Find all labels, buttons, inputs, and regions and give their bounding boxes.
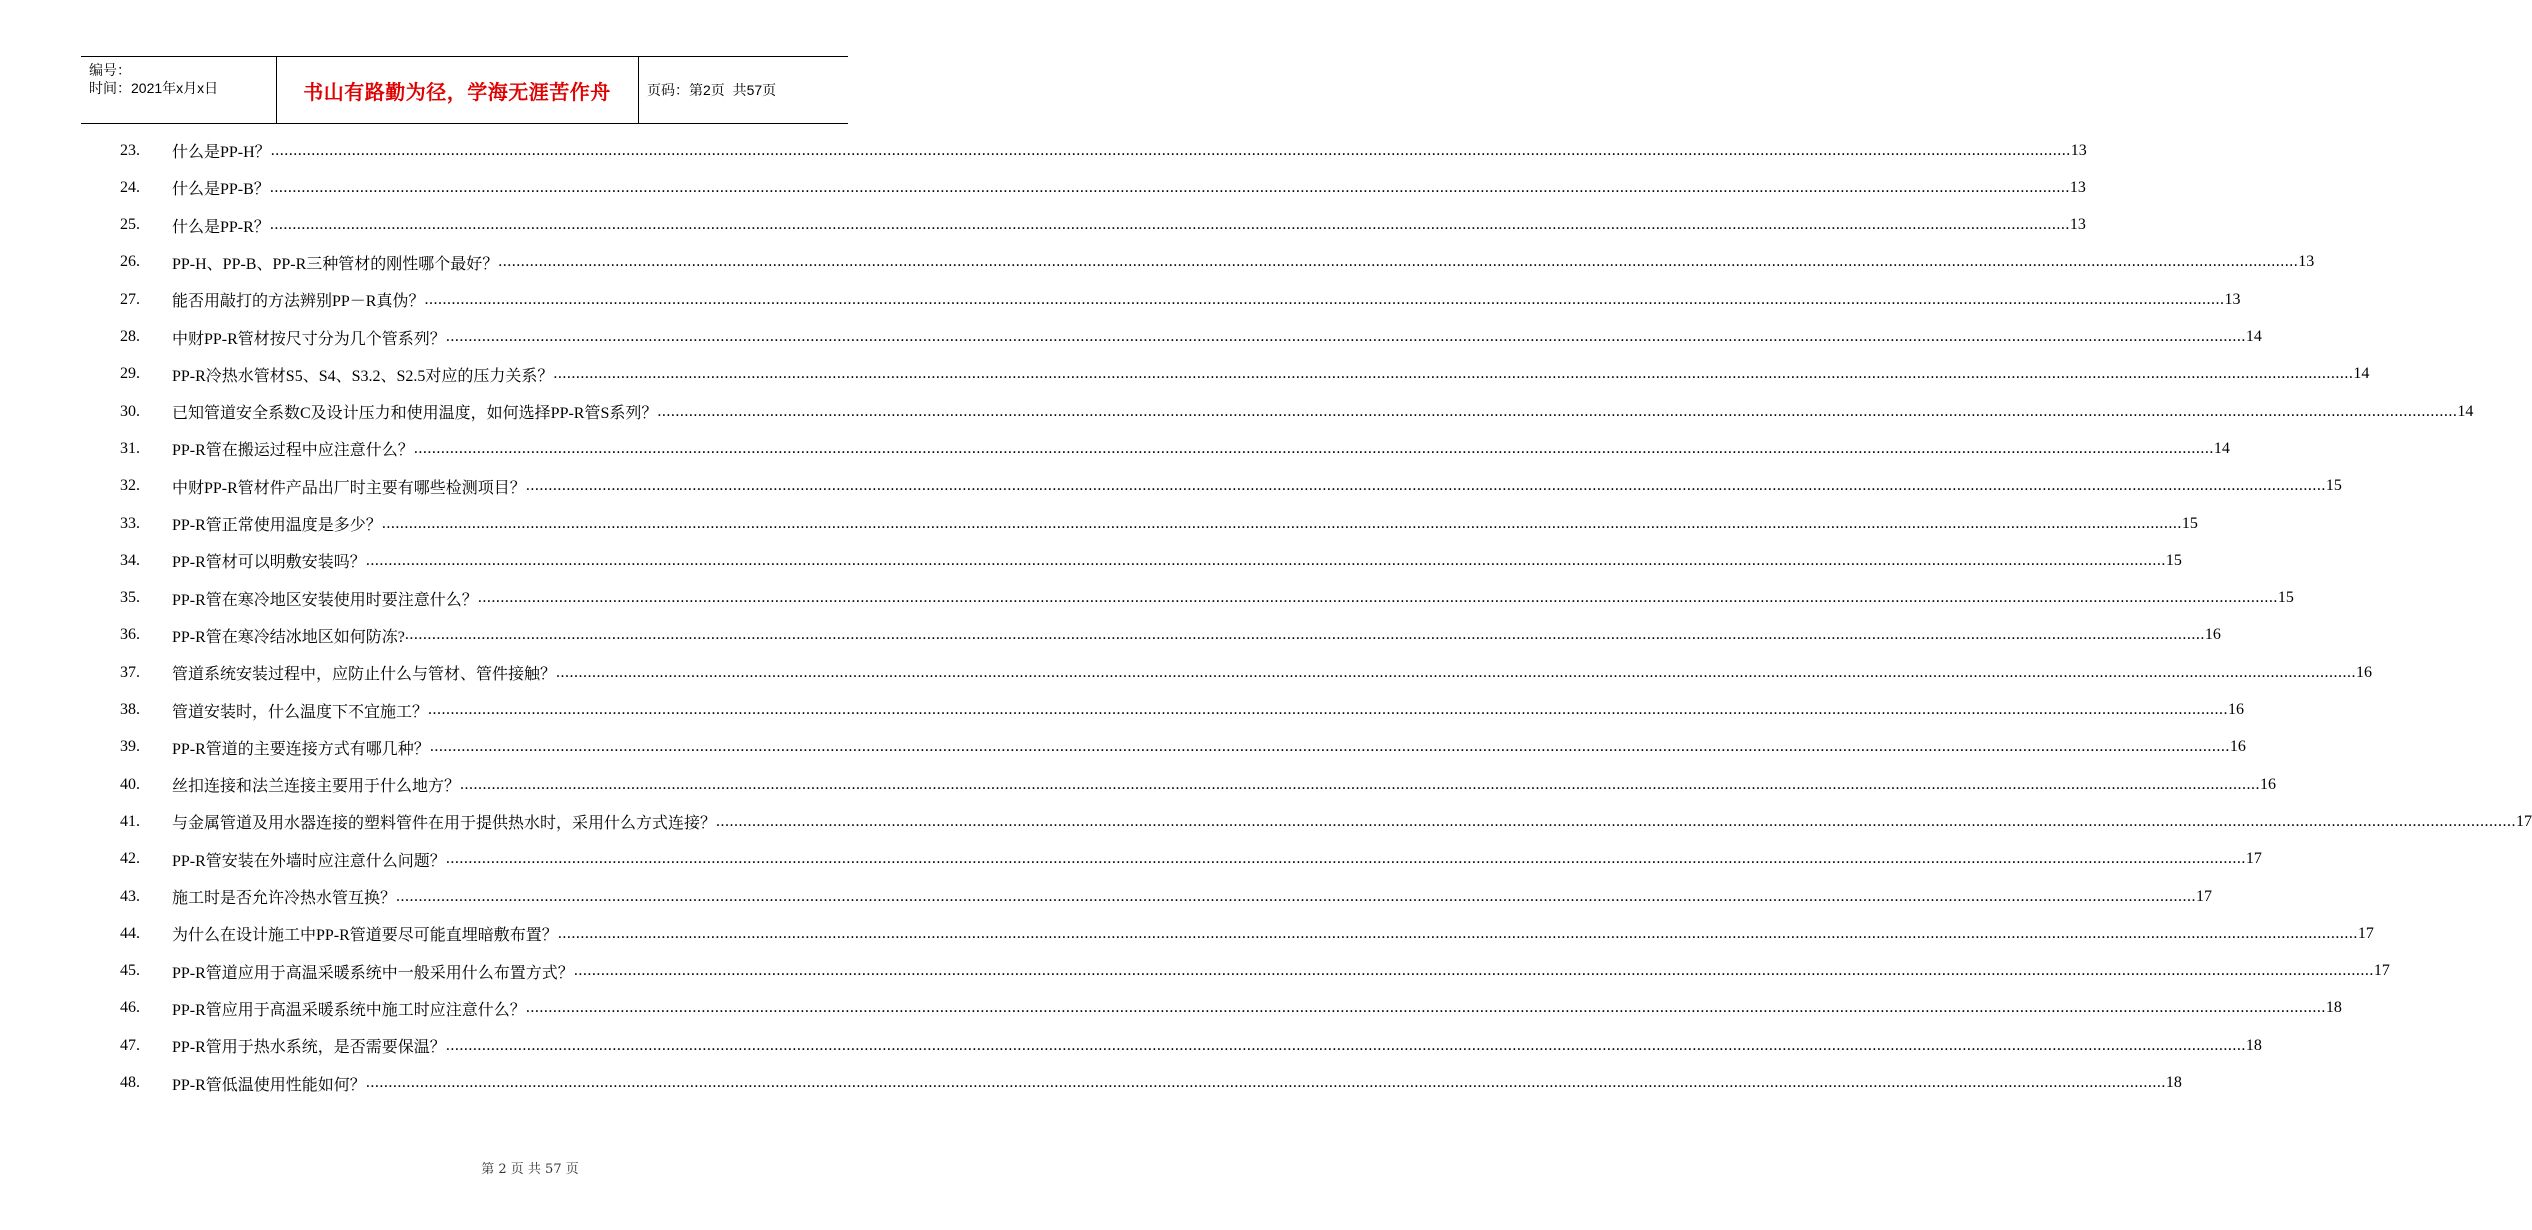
toc-entry[interactable] (120, 915, 2374, 952)
toc-leader-dots: ................................................................................................................................................................................................................................................................................................................................................................................................................ (424, 290, 2225, 308)
toc-entry-title: 丝扣连接和法兰连接主要用于什么地方？ (172, 778, 461, 796)
toc-entry-title: 为什么在设计施工中PP-R管道要尽可能直埋暗敷布置？ (172, 927, 558, 945)
toc-leader-dots: ................................................................................................................................................................................................................................................................................................................................................................................................................ (429, 738, 2230, 756)
toc-entry-title: PP-R管低温使用性能如何？ (172, 1076, 366, 1094)
toc-entry-page: 14 (2213, 439, 2230, 457)
toc-entry-number: 39. (120, 738, 140, 756)
toc-entry-title: PP-R管在寒冷地区安装使用时要注意什么？ (172, 591, 478, 609)
toc-entry-number: 35. (120, 589, 140, 607)
toc-entry-page: 13 (2298, 253, 2315, 271)
toc-entry-number: 27. (120, 290, 140, 308)
toc-entry-page: 18 (2325, 999, 2342, 1017)
toc-entry-title: PP-R管道的主要连接方式有哪几种？ (172, 740, 430, 758)
toc-entry-page: 16 (2204, 626, 2221, 644)
toc-entry[interactable] (120, 505, 2198, 542)
toc-entry-page: 15 (2277, 589, 2294, 607)
serial-number-label: 编号： (89, 62, 131, 78)
toc-entry[interactable] (120, 132, 2087, 169)
toc-leader-dots: ................................................................................................................................................................................................................................................................................................................................................................................................................ (557, 924, 2358, 942)
toc-entry-page: 18 (2165, 1074, 2182, 1091)
toc-entry-number: 38. (120, 701, 140, 718)
toc-entry-page: 15 (2325, 477, 2342, 495)
toc-entry-number: 33. (120, 514, 140, 532)
toc-entry[interactable] (120, 207, 2086, 244)
toc-entry-page: 17 (2373, 962, 2390, 980)
toc-entry-page: 13 (2224, 290, 2241, 308)
toc-entry[interactable] (120, 1065, 2182, 1102)
time-label: 时间：2021年x月x日 (89, 80, 219, 96)
toc-leader-dots: ................................................................................................................................................................................................................................................................................................................................................................................................................ (428, 701, 2229, 718)
toc-entry[interactable] (120, 803, 2532, 840)
toc-entry-number: 47. (120, 1036, 140, 1054)
toc-entry[interactable] (120, 281, 2241, 318)
toc-leader-dots: ................................................................................................................................................................................................................................................................................................................................................................................................................ (477, 589, 2278, 607)
toc-entry[interactable] (120, 729, 2246, 766)
toc-leader-dots: ................................................................................................................................................................................................................................................................................................................................................................................................................ (445, 850, 2246, 868)
toc-leader-dots: ................................................................................................................................................................................................................................................................................................................................................................................................................ (553, 365, 2354, 383)
toc-entry-page: 14 (2245, 328, 2262, 345)
toc-entry-number: 34. (120, 551, 140, 569)
toc-leader-dots: ................................................................................................................................................................................................................................................................................................................................................................................................................ (404, 626, 2205, 644)
toc-entry-title: PP-R管材可以明敷安装吗？ (172, 554, 366, 572)
toc-leader-dots: ................................................................................................................................................................................................................................................................................................................................................................................................................ (525, 477, 2326, 495)
toc-entry-page: 17 (2245, 850, 2262, 868)
toc-entry-title: 什么是PP-B？ (172, 181, 270, 199)
toc-entry-page: 18 (2245, 1036, 2262, 1054)
toc-entry-number: 29. (120, 365, 140, 383)
toc-entry[interactable] (120, 766, 2277, 803)
header-page-number: 页码：第2页 共57页 (647, 82, 777, 98)
toc-entry-number: 43. (120, 887, 140, 905)
toc-leader-dots: ................................................................................................................................................................................................................................................................................................................................................................................................................ (460, 775, 2261, 793)
toc-entry[interactable] (120, 878, 2213, 915)
toc-entry-page: 13 (2069, 216, 2086, 234)
toc-entry[interactable] (120, 617, 2221, 654)
toc-leader-dots: ................................................................................................................................................................................................................................................................................................................................................................................................................ (413, 439, 2214, 457)
toc-entry-title: 什么是PP-H？ (172, 144, 271, 161)
header-info (89, 61, 218, 97)
toc-entry-title: PP-R管在寒冷结冰地区如何防冻? (172, 628, 405, 646)
toc-leader-dots: ................................................................................................................................................................................................................................................................................................................................................................................................................ (269, 216, 2070, 234)
toc-entry-page: 14 (2457, 402, 2474, 420)
toc-entry-number: 30. (120, 402, 140, 420)
toc-entry-title: 什么是PP-R？ (172, 218, 270, 236)
toc-entry[interactable] (120, 654, 2373, 691)
toc-entry-number: 42. (120, 850, 140, 868)
toc-entry-number: 26. (120, 253, 140, 271)
header-divider (638, 57, 639, 123)
toc-entry-title: 管道安装时，什么温度下不宜施工？ (172, 703, 429, 721)
toc-entry-title: 中财PP-R管材件产品出厂时主要有哪些检测项目？ (172, 479, 526, 497)
toc-entry[interactable] (120, 468, 2342, 505)
toc-entry-page: 15 (2165, 551, 2182, 569)
toc-entry-number: 28. (120, 328, 140, 345)
toc-entry-title: PP-R管在搬运过程中应注意什么？ (172, 442, 414, 460)
toc-entry-page: 17 (2357, 924, 2374, 942)
toc-entry-title: PP-R管用于热水系统，是否需要保温？ (172, 1039, 446, 1057)
header-motto: 书山有路勤为径，学海无涯苦作舟 (303, 79, 611, 104)
toc-entry-number: 25. (120, 216, 140, 234)
toc-entry-page: 14 (2353, 365, 2370, 383)
toc-leader-dots: ................................................................................................................................................................................................................................................................................................................................................................................................................ (381, 514, 2182, 532)
toc-entry-number: 46. (120, 999, 140, 1017)
toc-entry-title: PP-R管安装在外墙时应注意什么问题？ (172, 852, 446, 870)
toc-entry-number: 45. (120, 962, 140, 980)
toc-entry-page: 17 (2516, 812, 2532, 830)
toc-entry[interactable] (120, 319, 2262, 356)
toc-leader-dots: ................................................................................................................................................................................................................................................................................................................................................................................................................ (269, 178, 2070, 196)
toc-leader-dots: ................................................................................................................................................................................................................................................................................................................................................................................................................ (556, 663, 2357, 681)
toc-entry-page: 16 (2228, 701, 2245, 718)
toc-entry-number: 23. (120, 141, 140, 159)
page-header (81, 56, 848, 124)
toc-leader-dots: ................................................................................................................................................................................................................................................................................................................................................................................................................ (657, 402, 2458, 420)
toc-entry-page: 16 (2229, 738, 2246, 756)
toc-entry[interactable] (120, 169, 2086, 206)
toc-leader-dots: ................................................................................................................................................................................................................................................................................................................................................................................................................ (365, 551, 2166, 569)
toc-entry-title: PP-R管应用于高温采暖系统中施工时应注意什么？ (172, 1001, 526, 1019)
toc-entry-number: 44. (120, 924, 140, 942)
toc-leader-dots: ................................................................................................................................................................................................................................................................................................................................................................................................................ (573, 962, 2374, 980)
toc-entry-title: 施工时是否允许冷热水管互换？ (172, 890, 397, 907)
toc-entry-number: 24. (120, 178, 140, 196)
toc-entry[interactable] (120, 542, 2182, 579)
toc-entry-number: 37. (120, 663, 140, 681)
toc-entry-page: 15 (2181, 514, 2198, 532)
toc-leader-dots: ................................................................................................................................................................................................................................................................................................................................................................................................................ (716, 812, 2517, 830)
toc-entry-number: 31. (120, 439, 140, 457)
toc-entry-page: 16 (2260, 775, 2277, 793)
toc-entry-page: 16 (2356, 663, 2373, 681)
toc-entry[interactable] (120, 953, 2390, 990)
toc-entry-title: PP-R冷热水管材S5、S4、S3.2、S2.5对应的压力关系？ (172, 367, 554, 385)
toc-entry[interactable] (120, 430, 2230, 467)
toc-entry-title: 与金属管道及用水器连接的塑料管件在用于提供热水时，采用什么方式连接？ (172, 815, 717, 833)
toc-entry-number: 36. (120, 626, 140, 644)
toc-entry[interactable] (120, 393, 2474, 430)
toc-entry-number: 48. (120, 1074, 140, 1091)
page-footer: 第 2 页 共 57 页 (481, 1162, 579, 1177)
toc-entry[interactable] (120, 244, 2315, 281)
toc-entry-number: 32. (120, 477, 140, 495)
toc-leader-dots: ................................................................................................................................................................................................................................................................................................................................................................................................................ (445, 328, 2246, 345)
toc-entry-page: 17 (2196, 887, 2213, 905)
toc-entry-number: 40. (120, 775, 140, 793)
toc-entry[interactable] (120, 692, 2245, 729)
toc-entry-title: PP-R管正常使用温度是多少？ (172, 517, 382, 534)
toc-entry-page: 13 (2069, 178, 2086, 196)
toc-leader-dots: ................................................................................................................................................................................................................................................................................................................................................................................................................ (396, 887, 2197, 905)
toc-entry-title: 已知管道安全系数C及设计压力和使用温度，如何选择PP-R管S系列？ (172, 405, 658, 423)
toc-entry-title: 中财PP-R管材按尺寸分为几个管系列？ (172, 330, 446, 348)
toc-leader-dots: ................................................................................................................................................................................................................................................................................................................................................................................................................ (525, 999, 2326, 1017)
toc-leader-dots: ................................................................................................................................................................................................................................................................................................................................................................................................................ (498, 253, 2299, 271)
toc-entry[interactable] (120, 1027, 2262, 1064)
toc-leader-dots: ................................................................................................................................................................................................................................................................................................................................................................................................................ (365, 1074, 2166, 1091)
toc-entry-title: PP-H、PP-B、PP-R三种管材的刚性哪个最好？ (172, 255, 499, 273)
toc-entry-title: 管道系统安装过程中，应防止什么与管材、管件接触？ (172, 666, 557, 684)
toc-leader-dots: ................................................................................................................................................................................................................................................................................................................................................................................................................ (445, 1036, 2246, 1054)
toc-leader-dots: ................................................................................................................................................................................................................................................................................................................................................................................................................ (270, 141, 2071, 159)
toc-entry-number: 41. (120, 812, 140, 830)
toc-entry[interactable] (120, 580, 2294, 617)
toc-entry[interactable] (120, 356, 2370, 393)
toc-entry[interactable] (120, 990, 2342, 1027)
toc-entry-title: 能否用敲打的方法辨别PP－R真伪？ (172, 293, 425, 311)
toc-entry-page: 13 (2070, 141, 2087, 159)
toc-entry[interactable] (120, 841, 2262, 878)
toc-entry-title: PP-R管道应用于高温采暖系统中一般采用什么布置方式？ (172, 964, 574, 982)
